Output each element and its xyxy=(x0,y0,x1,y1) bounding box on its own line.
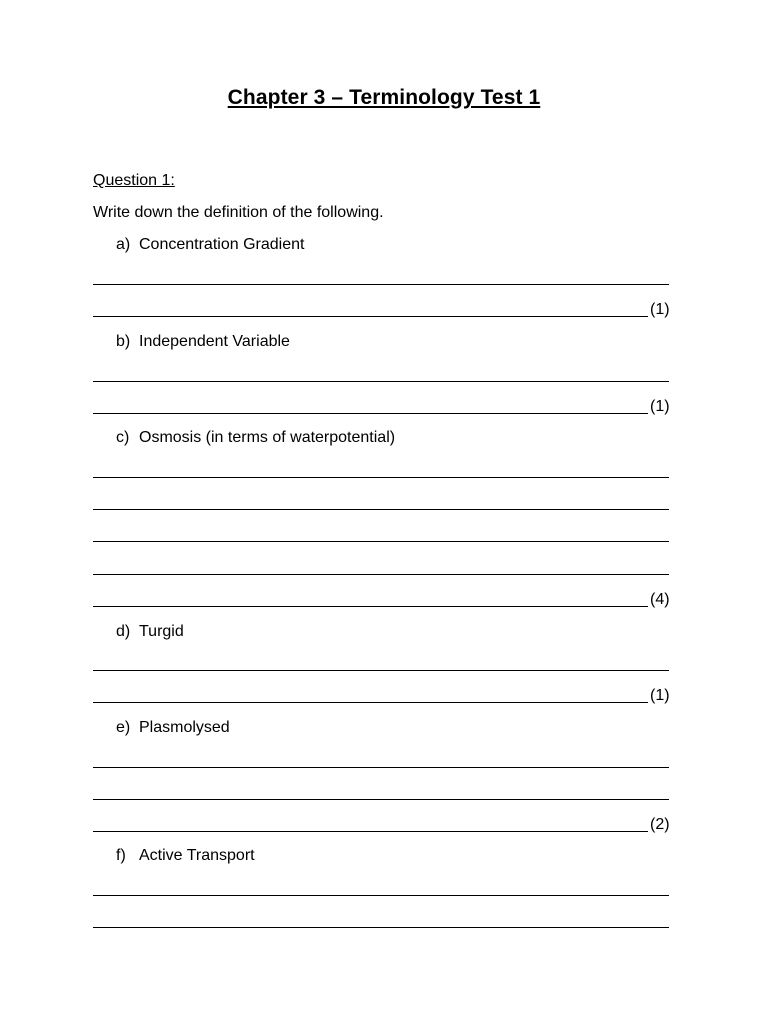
answer-line xyxy=(93,541,669,542)
answer-line xyxy=(93,381,669,382)
item-term: Independent Variable xyxy=(139,333,290,350)
question-item-b xyxy=(116,332,290,352)
answer-line xyxy=(93,799,669,800)
marks-label: (1) xyxy=(650,301,670,318)
answer-line xyxy=(93,831,648,832)
answer-line xyxy=(93,413,648,414)
item-term: Concentration Gradient xyxy=(139,236,305,253)
answer-line xyxy=(93,767,669,768)
item-term: Osmosis (in terms of waterpotential) xyxy=(139,429,396,446)
question-item-f xyxy=(116,846,255,866)
marks-label: (1) xyxy=(650,398,670,415)
item-term: Plasmolysed xyxy=(139,719,230,736)
answer-line xyxy=(93,574,669,575)
answer-line xyxy=(93,606,648,607)
page-title: Chapter 3 – Terminology Test 1 xyxy=(227,86,541,109)
question-instruction: Write down the definition of the following. xyxy=(93,204,384,221)
question-item-d xyxy=(116,622,184,642)
answer-line xyxy=(93,702,648,703)
answer-line xyxy=(93,316,648,317)
item-letter: a) xyxy=(116,236,131,253)
answer-line xyxy=(93,477,669,478)
answer-line xyxy=(93,895,669,896)
item-term: Turgid xyxy=(139,623,184,640)
question-heading: Question 1: xyxy=(93,172,175,189)
answer-line xyxy=(93,670,669,671)
item-letter: f) xyxy=(116,847,126,864)
question-item-e xyxy=(116,718,230,738)
item-letter: c) xyxy=(116,429,130,446)
marks-label: (1) xyxy=(650,687,670,704)
question-item-a xyxy=(116,235,304,255)
item-letter: e) xyxy=(116,719,131,736)
item-term: Active Transport xyxy=(139,847,255,864)
answer-line xyxy=(93,509,669,510)
question-item-c xyxy=(116,428,395,448)
item-letter: b) xyxy=(116,333,131,350)
marks-label: (4) xyxy=(650,591,670,608)
item-letter: d) xyxy=(116,623,131,640)
answer-line xyxy=(93,284,669,285)
answer-line xyxy=(93,927,669,928)
marks-label: (2) xyxy=(650,816,670,833)
